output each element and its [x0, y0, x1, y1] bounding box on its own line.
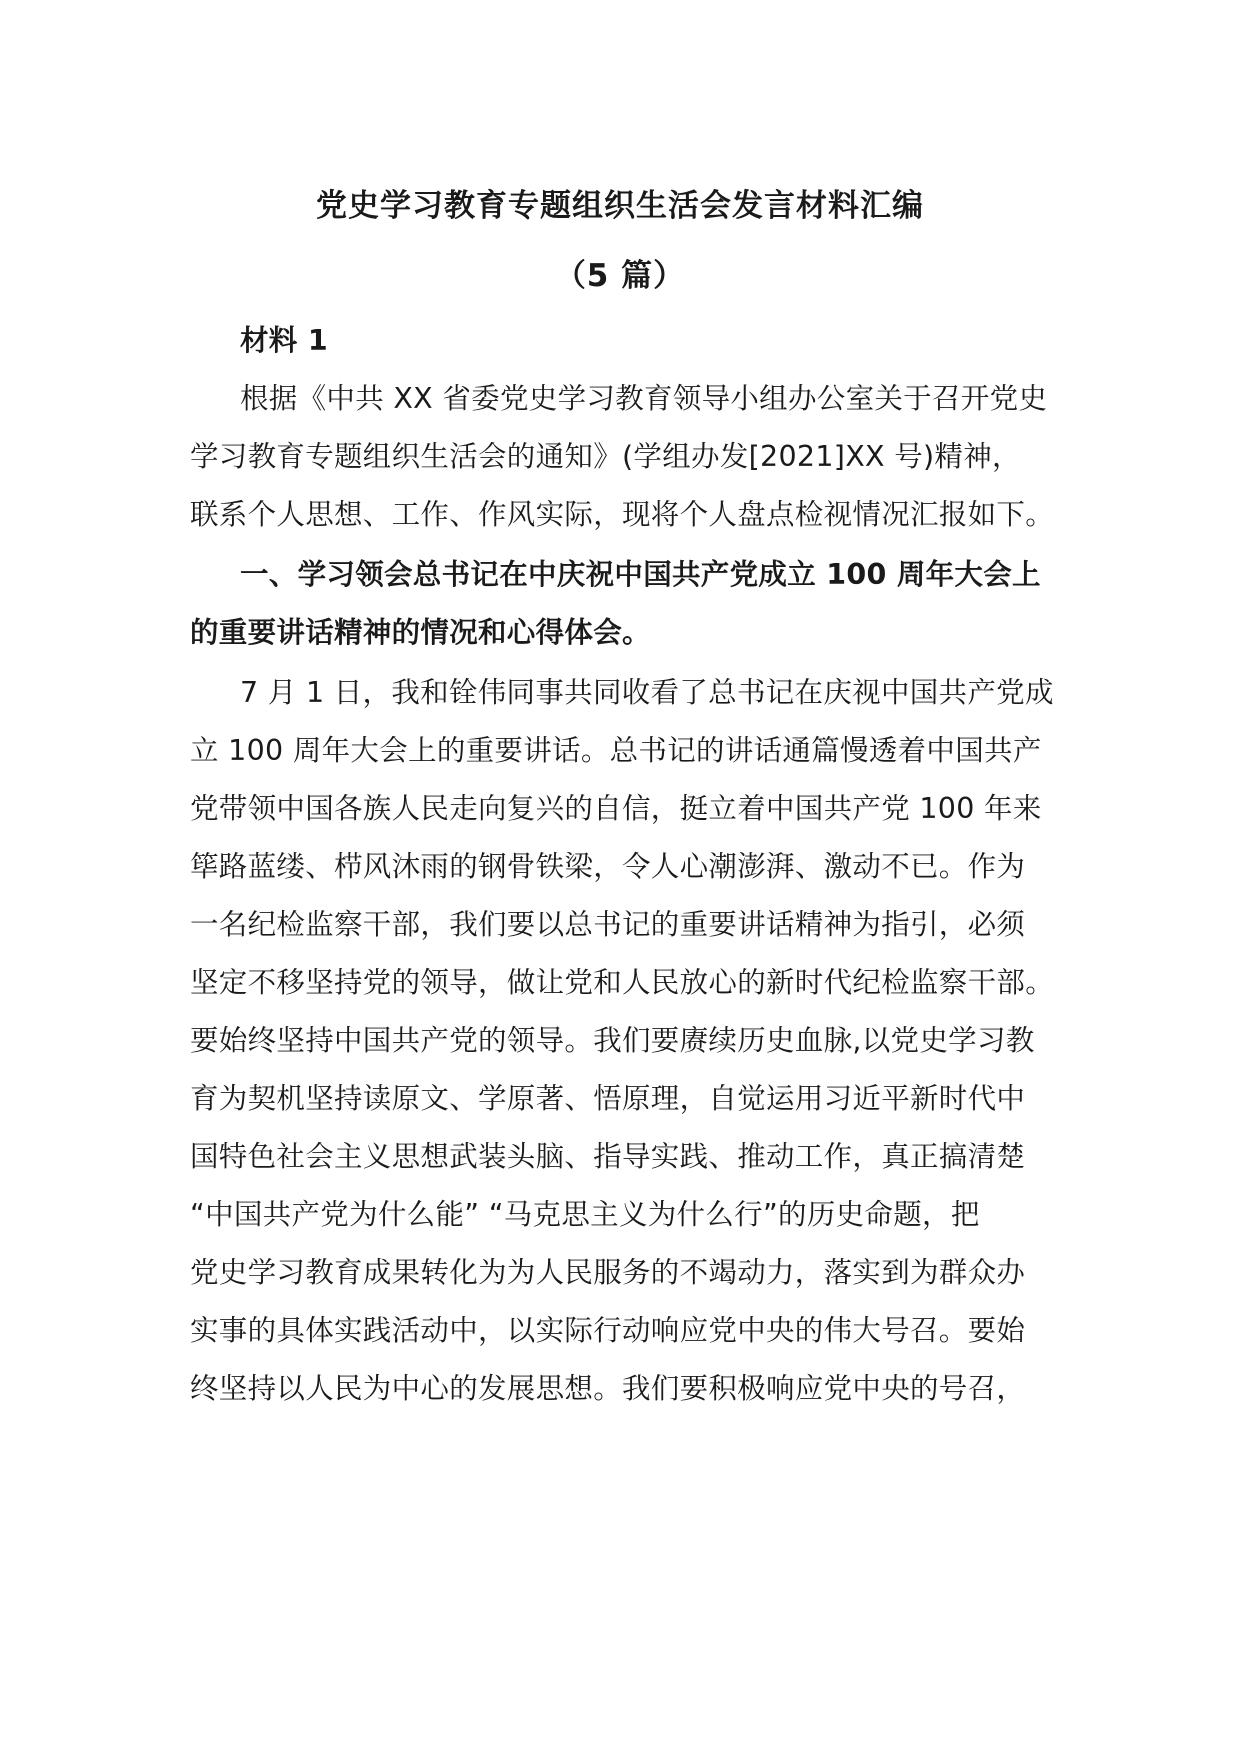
document-subtitle: （5 篇）	[554, 258, 686, 294]
body-line: 国特色社会主义思想武装头脑、指导实践、推动工作，真正搞清楚	[190, 1140, 1026, 1173]
body-line: “中国共产党为什么能” “马克思主义为什么行”的历史命题，把	[190, 1198, 980, 1231]
body-line: 要始终坚持中国共产党的领导。我们要赓续历史血脉,以党史学习教	[190, 1024, 1035, 1057]
section-label: 材料 1	[240, 324, 328, 357]
body-line: 党史学习教育成果转化为为人民服务的不竭动力，落实到为群众办	[190, 1256, 1026, 1289]
body-line: 育为契机坚持读原文、学原著、悟原理，自觉运用习近平新时代中	[190, 1082, 1026, 1115]
section-heading-line: 一、学习领会总书记在中庆祝中国共产党成立 100 周年大会上	[240, 558, 1041, 591]
body-line: 党带领中国各族人民走向复兴的自信，挺立着中国共产党 100 年来	[190, 792, 1042, 825]
body-line: 坚定不移坚持党的领导，做让党和人民放心的新时代纪检监察干部。	[190, 966, 1055, 999]
body-line: 实事的具体实践活动中，以实际行动响应党中央的伟大号召。要始	[190, 1314, 1026, 1347]
intro-line: 根据《中共 XX 省委党史学习教育领导小组办公室关于召开党史	[240, 382, 1048, 415]
body-line: 终坚持以人民为中心的发展思想。我们要积极响应党中央的号召，	[190, 1372, 1026, 1405]
document-title: 党史学习教育专题组织生活会发言材料汇编	[316, 188, 924, 224]
intro-line: 联系个人思想、工作、作风实际，现将个人盘点检视情况汇报如下。	[190, 498, 1055, 531]
body-line: 立 100 周年大会上的重要讲话。总书记的讲话通篇慢透着中国共产	[190, 734, 1042, 767]
body-line: 一名纪检监察干部，我们要以总书记的重要讲话精神为指引，必须	[190, 908, 1026, 941]
intro-line: 学习教育专题组织生活会的通知》(学组办发[2021]XX 号)精神，	[190, 440, 1021, 473]
body-line: 7 月 1 日，我和铨伟同事共同收看了总书记在庆视中国共产党成	[240, 676, 1054, 709]
section-heading-line: 的重要讲话精神的情况和心得体会。	[190, 616, 651, 649]
body-line: 筚路蓝缕、栉风沐雨的钢骨铁梁，令人心潮澎湃、激动不已。作为	[190, 850, 1026, 883]
